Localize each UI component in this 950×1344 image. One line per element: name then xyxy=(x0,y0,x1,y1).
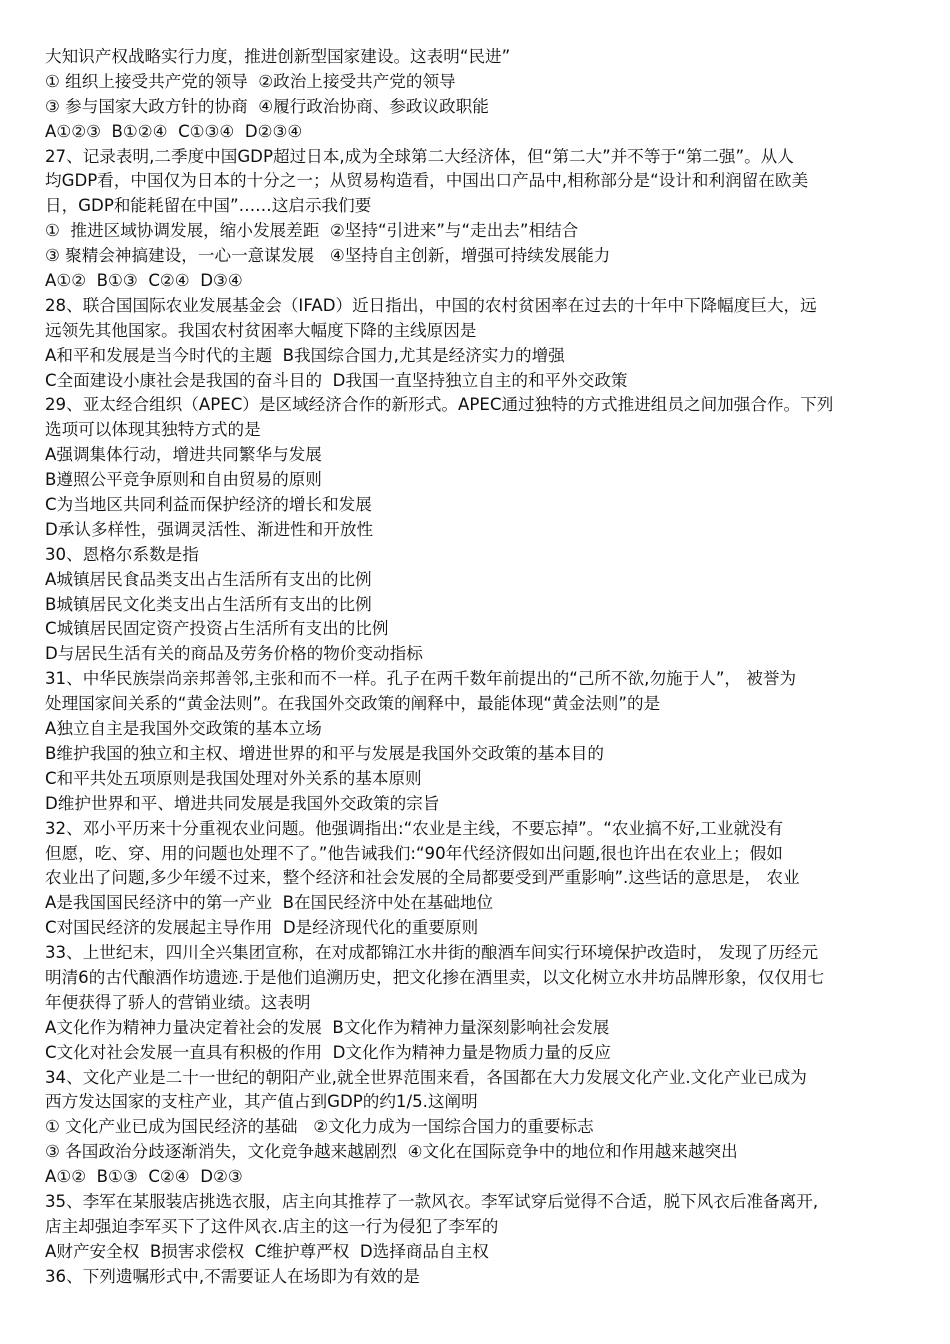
text-line: A财产安全权 B损害求偿权 C维护尊严权 D选择商品自主权 xyxy=(45,1241,489,1261)
text-line: 明清6的古代酿酒作坊遗迹.于是他们追溯历史，把文化掺在酒里卖，以文化树立水井坊品牌形象，仅仅用七 xyxy=(45,967,825,987)
text-line: D与居民生活有关的商品及劳务价格的物价变动指标 xyxy=(45,644,423,664)
text-line: ③ 聚精会神搞建设，一心一意谋发展 ④坚持自主创新，增强可持续发展能力 xyxy=(45,246,611,266)
text-line: 处理国家间关系的“黄金法则”。在我国外交政策的阐释中，最能体现“黄金法则”的是 xyxy=(45,694,661,714)
text-line: A是我国国民经济中的第一产业 B在国民经济中处在基础地位 xyxy=(45,893,494,913)
text-line: C文化对社会发展一直具有积极的作用 D文化作为精神力量是物质力量的反应 xyxy=(45,1042,611,1062)
text-line: 年便获得了骄人的营销业绩。这表明 xyxy=(45,992,311,1012)
text-line: ③ 参与国家大政方针的协商 ④履行政治协商、参政议政职能 xyxy=(45,96,489,116)
text-line: A强调集体行动，增进共同繁华与发展 xyxy=(45,445,322,465)
text-line: 选项可以体现其独特方式的是 xyxy=(45,420,261,440)
text-line: 但愿，吃、穿、用的问题也处理不了。”他告诫我们:“90年代经济假如出问题,很也许出在农业上；假如 xyxy=(45,843,783,863)
text-line: 店主却强迫李军买下了这件风衣.店主的这一行为侵犯了李军的 xyxy=(45,1216,499,1236)
text-line: D承认多样性，强调灵活性、渐进性和开放性 xyxy=(45,519,374,539)
text-line: 33、上世纪末，四川全兴集团宣称，在对成都锦江水井街的酿酒车间实行环境保护改造时， 发现了历经元 xyxy=(45,943,819,963)
text-line: 36、下列遗嘱形式中,不需要证人在场即为有效的是 xyxy=(45,1266,420,1286)
text-line: 农业出了问题,多少年缓不过来，整个经济和社会发展的全局都要受到严重影响”.这些话的意思是， 农业 xyxy=(45,868,800,888)
text-line: 日，GDP和能耗留在中国”……这启示我们要 xyxy=(45,196,372,216)
text-line: 32、邓小平历来十分重视农业问题。他强调指出:“农业是主线，不要忘掉”。“农业搞不好,工业就没有 xyxy=(45,818,784,838)
text-line: C全面建设小康社会是我国的奋斗目的 D我国一直坚持独立自主的和平外交政策 xyxy=(45,370,628,390)
text-line: 大知识产权战略实行力度，推进创新型国家建设。这表明“民进” xyxy=(45,47,511,66)
text-line: 30、恩格尔系数是指 xyxy=(45,544,199,564)
text-line: ① 组织上接受共产党的领导 ②政治上接受共产党的领导 xyxy=(45,71,456,91)
text-line: A独立自主是我国外交政策的基本立场 xyxy=(45,719,322,739)
text-line: C和平共处五项原则是我国处理对外关系的基本原则 xyxy=(45,768,422,788)
text-line: 34、文化产业是二十一世纪的朝阳产业,就全世界范围来看，各国都在大力发展文化产业.文化产业已成为 xyxy=(45,1067,807,1087)
text-line: 35、李军在某服装店挑选衣服，店主向其推荐了一款风衣。李军试穿后觉得不合适，脱下风衣后准备离开, xyxy=(45,1191,819,1211)
text-line: 均GDP看，中国仅为日本的十分之一；从贸易构造看，中国出口产品中,相称部分是“设计和利润留在欧美 xyxy=(45,171,809,191)
text-line: B维护我国的独立和主权、增进世界的和平与发展是我国外交政策的基本目的 xyxy=(45,743,604,763)
text-line: 31、中华民族崇尚亲邦善邻,主张和而不一样。孔子在两千数年前提出的“己所不欲,勿施于人”， 被誉为 xyxy=(45,669,797,689)
text-line: ① 文化产业已成为国民经济的基础 ②文化力成为一国综合国力的重要标志 xyxy=(45,1117,594,1137)
text-line: C对国民经济的发展起主导作用 D是经济现代化的重要原则 xyxy=(45,918,479,938)
text-line: ① 推进区域协调发展，缩小发展差距 ②坚持“引进来”与“走出去”相结合 xyxy=(45,221,579,241)
text-line: 28、联合国国际农业发展基金会（IFAD）近日指出，中国的农村贫困率在过去的十年中下降幅度巨大，远 xyxy=(45,295,817,315)
text-line: B城镇居民文化类支出占生活所有支出的比例 xyxy=(45,594,372,614)
text-line: A①②③ B①②④ C①③④ D②③④ xyxy=(45,121,303,141)
text-line: A和平和发展是当今时代的主题 B我国综合国力,尤其是经济实力的增强 xyxy=(45,345,565,365)
text-line: 远领先其他国家。我国农村贫困率大幅度下降的主线原因是 xyxy=(45,320,477,340)
text-line: ③ 各国政治分歧逐渐消失，文化竞争越来越剧烈 ④文化在国际竞争中的地位和作用越来越突出 xyxy=(45,1142,738,1162)
text-line: 西方发达国家的支柱产业，其产值占到GDP的约1/5.这阐明 xyxy=(45,1092,478,1112)
text-line: C城镇居民固定资产投资占生活所有支出的比例 xyxy=(45,619,389,639)
text-line: 27、记录表明,二季度中国GDP超过日本,成为全球第二大经济体，但“第二大”并不等于“第二强”。从人 xyxy=(45,146,794,166)
text-line: D维护世界和平、增进共同发展是我国外交政策的宗旨 xyxy=(45,793,440,813)
text-line: 29、亚太经合组织（APEC）是区域经济合作的新形式。APEC通过独特的方式推进组员之间加强合作。下列 xyxy=(45,395,834,415)
text-line: B遵照公平竞争原则和自由贸易的原则 xyxy=(45,470,322,490)
text-line: A①② B①③ C②④ D③④ xyxy=(45,271,243,291)
text-line: A①② B①③ C②④ D②③ xyxy=(45,1167,243,1187)
text-line: A文化作为精神力量决定着社会的发展 B文化作为精神力量深刻影响社会发展 xyxy=(45,1017,610,1037)
text-line: C为当地区共同利益而保护经济的增长和发展 xyxy=(45,495,372,515)
text-line: A城镇居民食品类支出占生活所有支出的比例 xyxy=(45,569,372,589)
